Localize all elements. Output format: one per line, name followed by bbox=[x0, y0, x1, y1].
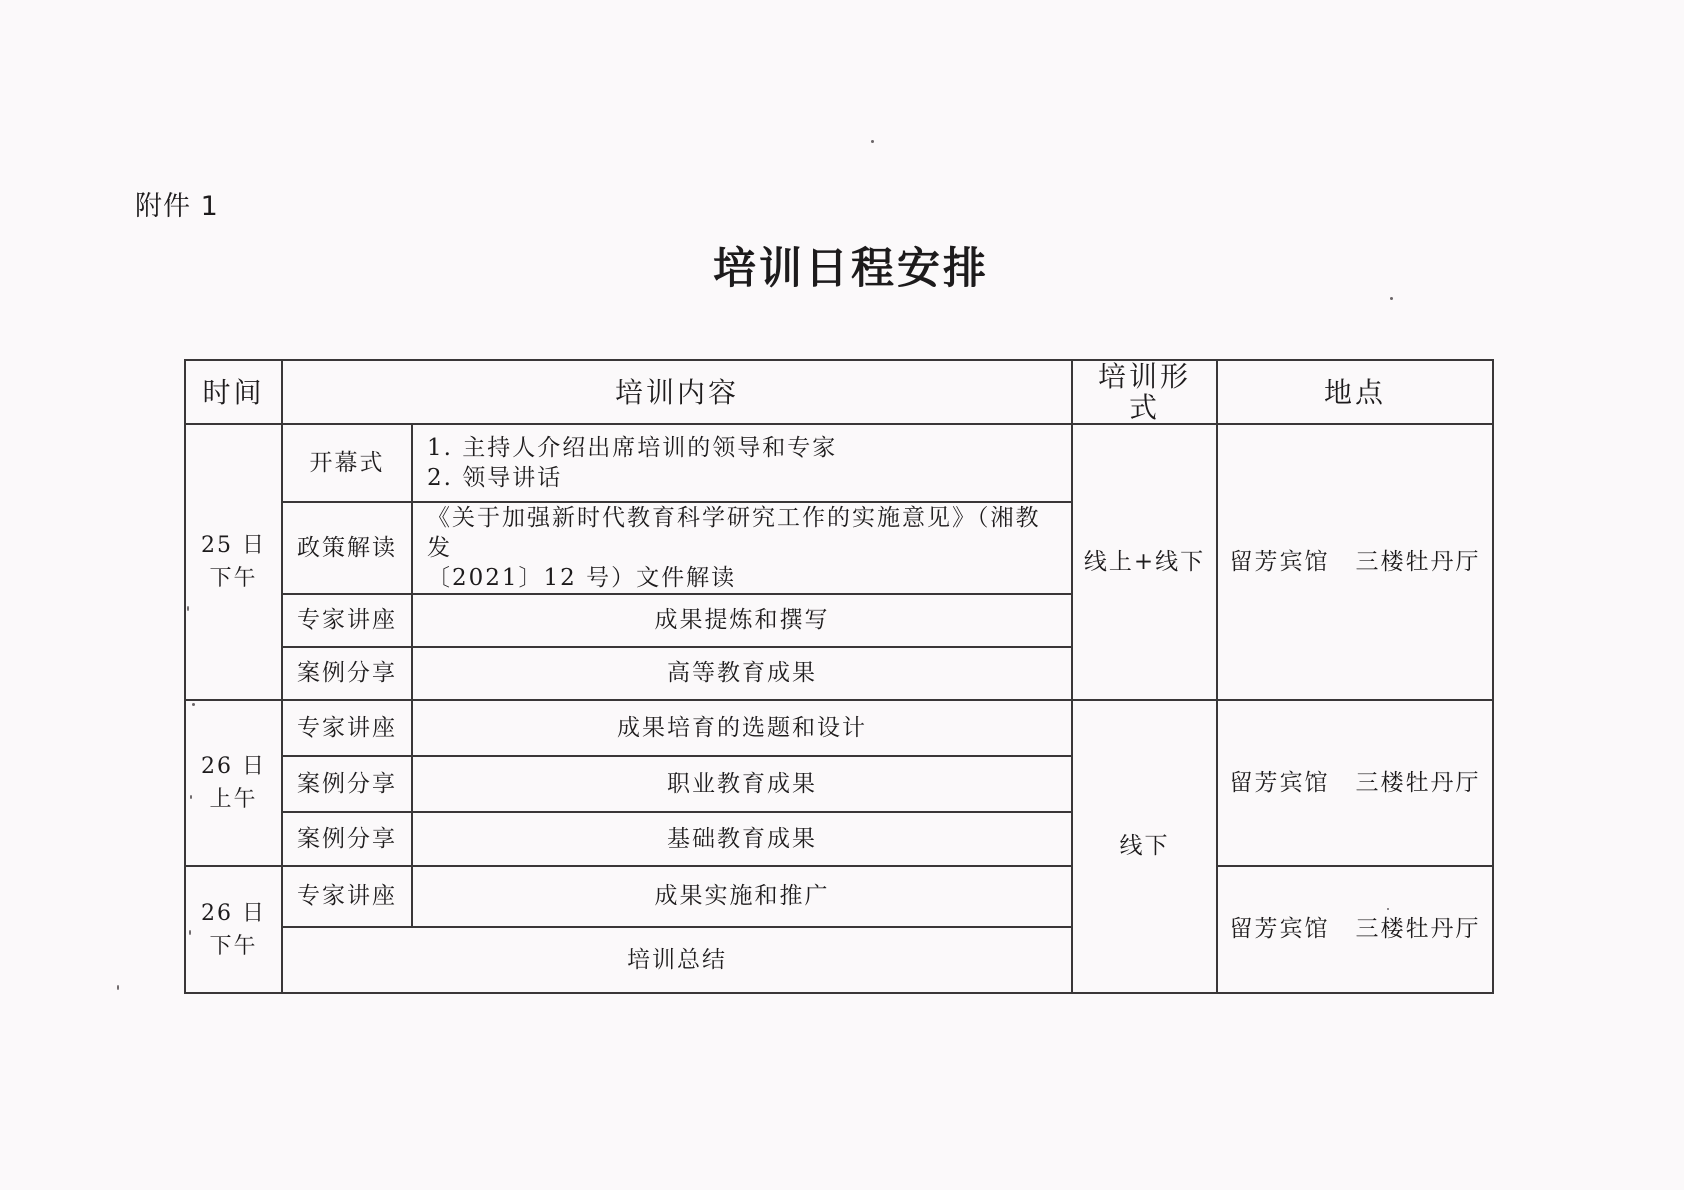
summary-cell: 培训总结 bbox=[282, 927, 1072, 993]
scan-speck bbox=[189, 930, 191, 935]
session-type: 政策解读 bbox=[282, 502, 412, 594]
scan-speck bbox=[1387, 908, 1389, 910]
location-hall: 三楼牡丹厅 bbox=[1355, 548, 1481, 575]
session-content bbox=[412, 502, 1072, 594]
content-line: 1. 主持人介绍出席培训的领导和专家 bbox=[427, 435, 838, 461]
time-date: 25 日 bbox=[201, 533, 266, 558]
location-cell-day1 bbox=[1217, 424, 1493, 700]
attachment-label: 附件 1 bbox=[135, 191, 219, 222]
session-content: 成果实施和推广 bbox=[412, 866, 1072, 927]
header-time: 时间 bbox=[185, 360, 282, 424]
session-type: 专家讲座 bbox=[282, 594, 412, 647]
scan-speck bbox=[192, 703, 195, 706]
scan-speck bbox=[190, 795, 192, 799]
content-line: 〔2021〕12 号）文件解读 bbox=[427, 565, 737, 591]
time-cell-day3 bbox=[185, 866, 282, 993]
location-hall: 三楼牡丹厅 bbox=[1355, 769, 1481, 796]
location-hotel: 留芳宾馆 bbox=[1229, 769, 1330, 796]
format-cell-day1: 线上+线下 bbox=[1072, 424, 1217, 700]
location-cell-day3 bbox=[1217, 866, 1493, 993]
time-period: 下午 bbox=[209, 566, 258, 591]
header-format: 培训形式 bbox=[1072, 360, 1217, 424]
content-line: 2. 领导讲话 bbox=[427, 465, 563, 491]
location-cell-day2 bbox=[1217, 700, 1493, 866]
table-header-row bbox=[185, 360, 1493, 424]
time-date: 26 日 bbox=[201, 900, 266, 926]
location-hall: 三楼牡丹厅 bbox=[1355, 916, 1481, 942]
session-type: 案例分享 bbox=[282, 647, 412, 700]
table-row bbox=[185, 866, 1493, 927]
location-hotel: 留芳宾馆 bbox=[1229, 916, 1330, 942]
scan-speck bbox=[1390, 297, 1393, 300]
session-content: 成果培育的选题和设计 bbox=[412, 700, 1072, 756]
location-hotel: 留芳宾馆 bbox=[1229, 548, 1330, 575]
session-type: 开幕式 bbox=[282, 424, 412, 502]
session-content: 高等教育成果 bbox=[412, 647, 1072, 700]
time-cell-day1 bbox=[185, 424, 282, 700]
time-period: 上午 bbox=[209, 787, 258, 812]
session-type: 案例分享 bbox=[282, 756, 412, 812]
table-row bbox=[185, 700, 1493, 756]
session-type: 案例分享 bbox=[282, 812, 412, 866]
content-line: 《关于加强新时代教育科学研究工作的实施意见》（湘教发 bbox=[427, 505, 1041, 561]
format-cell-offline: 线下 bbox=[1072, 700, 1217, 993]
header-content: 培训内容 bbox=[282, 360, 1072, 424]
session-content: 成果提炼和撰写 bbox=[412, 594, 1072, 647]
scan-speck bbox=[187, 606, 189, 611]
time-cell-day2 bbox=[185, 700, 282, 866]
time-date: 26 日 bbox=[201, 754, 266, 779]
training-schedule-table bbox=[184, 359, 1494, 994]
session-content: 基础教育成果 bbox=[412, 812, 1072, 866]
scan-speck bbox=[117, 985, 119, 990]
time-period: 下午 bbox=[209, 933, 258, 959]
session-content bbox=[412, 424, 1072, 502]
scan-speck bbox=[871, 140, 874, 143]
session-content: 职业教育成果 bbox=[412, 756, 1072, 812]
header-location: 地点 bbox=[1217, 360, 1493, 424]
table-row bbox=[185, 424, 1493, 502]
session-type: 专家讲座 bbox=[282, 700, 412, 756]
session-type: 专家讲座 bbox=[282, 866, 412, 927]
page-title: 培训日程安排 bbox=[713, 244, 989, 294]
